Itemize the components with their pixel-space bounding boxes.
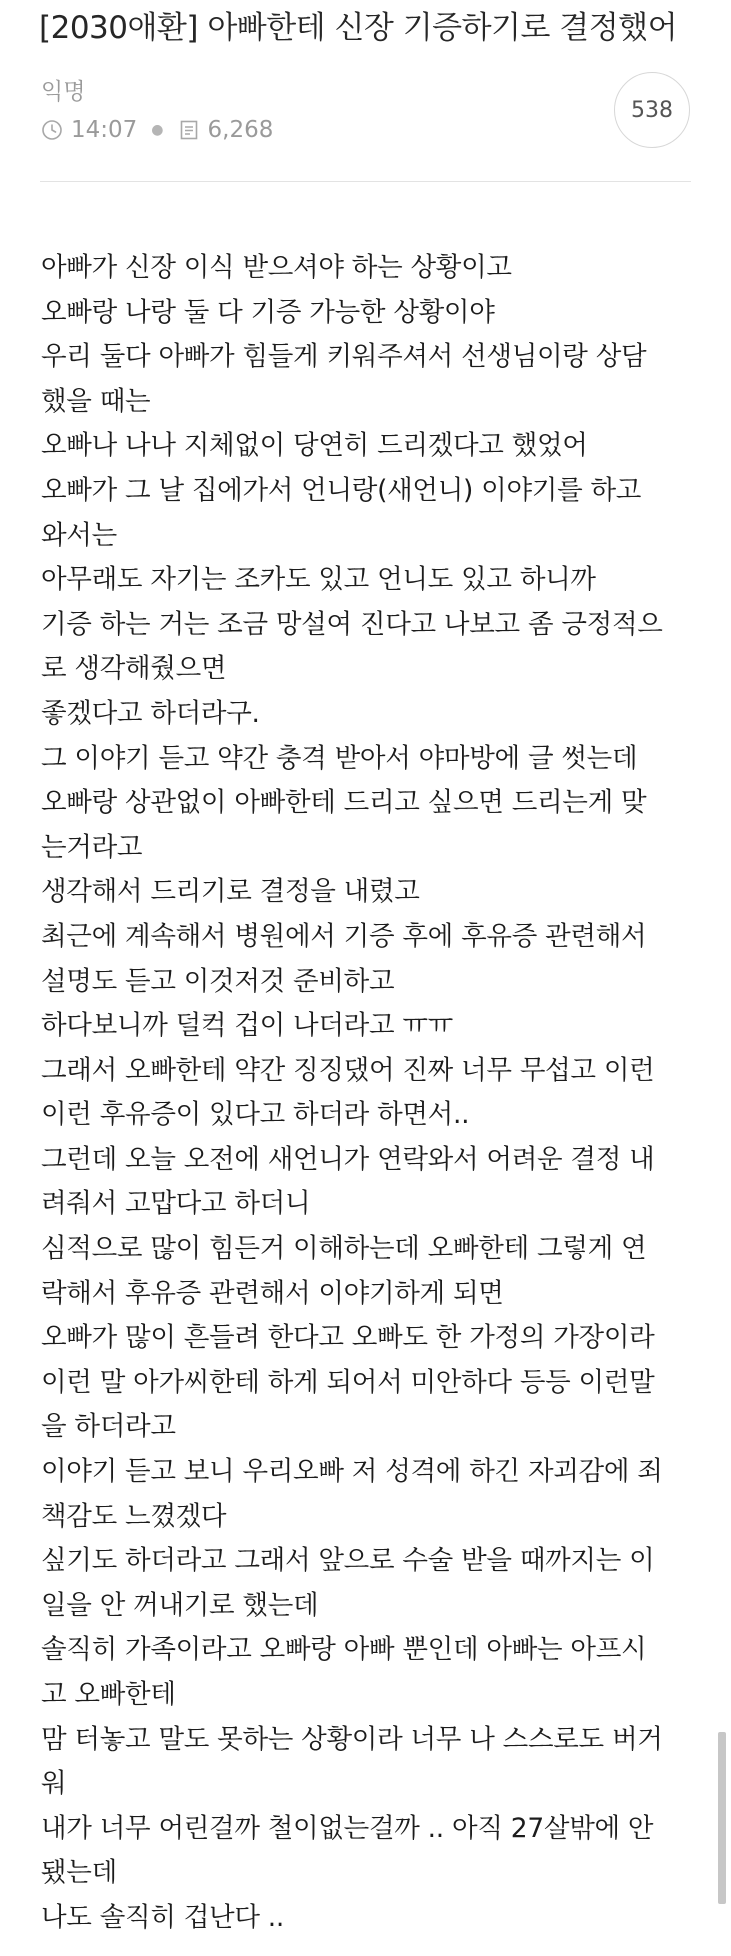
body-line: 려줘서 고맙다고 하더니 — [41, 1188, 311, 1220]
clock-icon — [41, 119, 63, 141]
body-line: 좋겠다고 하더라구. — [41, 697, 260, 729]
header-divider — [40, 181, 691, 182]
meta-separator: ● — [151, 122, 164, 138]
body-line: 그런데 오늘 오전에 새언니가 연락와서 어려운 결정 내 — [41, 1143, 655, 1175]
body-line: 나도 솔직히 겁난다 .. — [41, 1901, 285, 1933]
body-line: 기증 하는 거는 조금 망설여 진다고 나보고 좀 긍정적으 — [41, 608, 663, 640]
body-line: 이런 후유증이 있다고 하더라 하면서.. — [41, 1099, 470, 1131]
body-line: 을 하더라고 — [41, 1411, 176, 1443]
body-line: 로 생각해줬으면 — [41, 653, 227, 685]
body-line: 생각해서 드리기로 결정을 내렸고 — [41, 876, 420, 908]
body-line: 싶기도 하더라고 그래서 앞으로 수술 받을 때까지는 이 — [41, 1545, 655, 1577]
body-line: 일을 안 꺼내기로 했는데 — [41, 1589, 319, 1621]
body-line: 락해서 후유증 관련해서 이야기하게 되면 — [41, 1277, 504, 1309]
body-line: 됐는데 — [41, 1857, 117, 1889]
body-line: 와서는 — [41, 519, 117, 551]
body-line: 책감도 느꼈겠다 — [41, 1500, 227, 1532]
post-time: 14:07 — [71, 117, 138, 143]
body-line: 이런 말 아가씨한테 하게 되어서 미안하다 등등 이런말 — [41, 1366, 655, 1398]
body-line: 고 오빠한테 — [41, 1679, 176, 1710]
author-name: 익명 — [41, 79, 86, 105]
body-line: 이야기 듣고 보니 우리오빠 저 성격에 하긴 자괴감에 죄 — [41, 1456, 663, 1488]
body-line: 워 — [41, 1768, 67, 1800]
body-line: 아무래도 자기는 조카도 있고 언니도 있고 하니까 — [41, 564, 596, 596]
body-line: 맘 터놓고 말도 못하는 상황이라 너무 나 스스로도 버거 — [41, 1723, 663, 1755]
body-line: 하다보니까 덜컥 겁이 나더라고 ㅠㅠ — [41, 1010, 453, 1042]
body-line: 오빠랑 상관없이 아빠한테 드리고 싶으면 드리는게 맞 — [41, 787, 647, 819]
body-line: 그래서 오빠한테 약간 징징댔어 진짜 너무 무섭고 이런 — [41, 1054, 655, 1086]
body-line: 솔직히 가족이라고 오빠랑 아빠 뿐인데 아빠는 아프시 — [41, 1634, 647, 1666]
comment-count-badge[interactable]: 538 — [614, 72, 690, 148]
body-line: 최근에 계속해서 병원에서 기증 후에 후유증 관련해서 — [41, 920, 647, 952]
scrollbar-thumb[interactable] — [718, 1732, 726, 1904]
body-line: 오빠가 많이 흔들려 한다고 오빠도 한 가정의 가장이라 — [41, 1322, 655, 1354]
body-line: 그 이야기 듣고 약간 충격 받아서 야마방에 글 썻는데 — [41, 742, 638, 774]
post-body — [41, 246, 701, 1941]
body-line: 오빠가 그 날 집에가서 언니랑(새언니) 이야기를 하고 — [41, 474, 642, 506]
body-line: 설명도 듣고 이것저것 준비하고 — [41, 965, 395, 997]
post-title: [2030애환] 아빠한테 신장 기증하기로 결정했어 — [39, 10, 678, 46]
body-line: 오빠랑 나랑 둘 다 기증 가능한 상황이야 — [41, 296, 495, 328]
body-line: 는거라고 — [41, 831, 143, 863]
body-line: 심적으로 많이 힘든거 이해하는데 오빠한테 그렇게 연 — [41, 1233, 647, 1265]
post-meta — [41, 115, 273, 145]
body-line: 했을 때는 — [41, 385, 151, 417]
document-icon — [178, 119, 200, 141]
body-line: 내가 너무 어린걸까 철이없는걸까 .. 아직 27살밖에 안 — [41, 1812, 654, 1844]
body-line: 오빠나 나나 지체없이 당연히 드리겠다고 했었어 — [41, 430, 588, 462]
body-line: 아빠가 신장 이식 받으셔야 하는 상황이고 — [41, 252, 512, 283]
view-count: 6,268 — [207, 117, 274, 143]
body-line: 우리 둘다 아빠가 힘들게 키워주셔서 선생님이랑 상담 — [41, 341, 647, 373]
